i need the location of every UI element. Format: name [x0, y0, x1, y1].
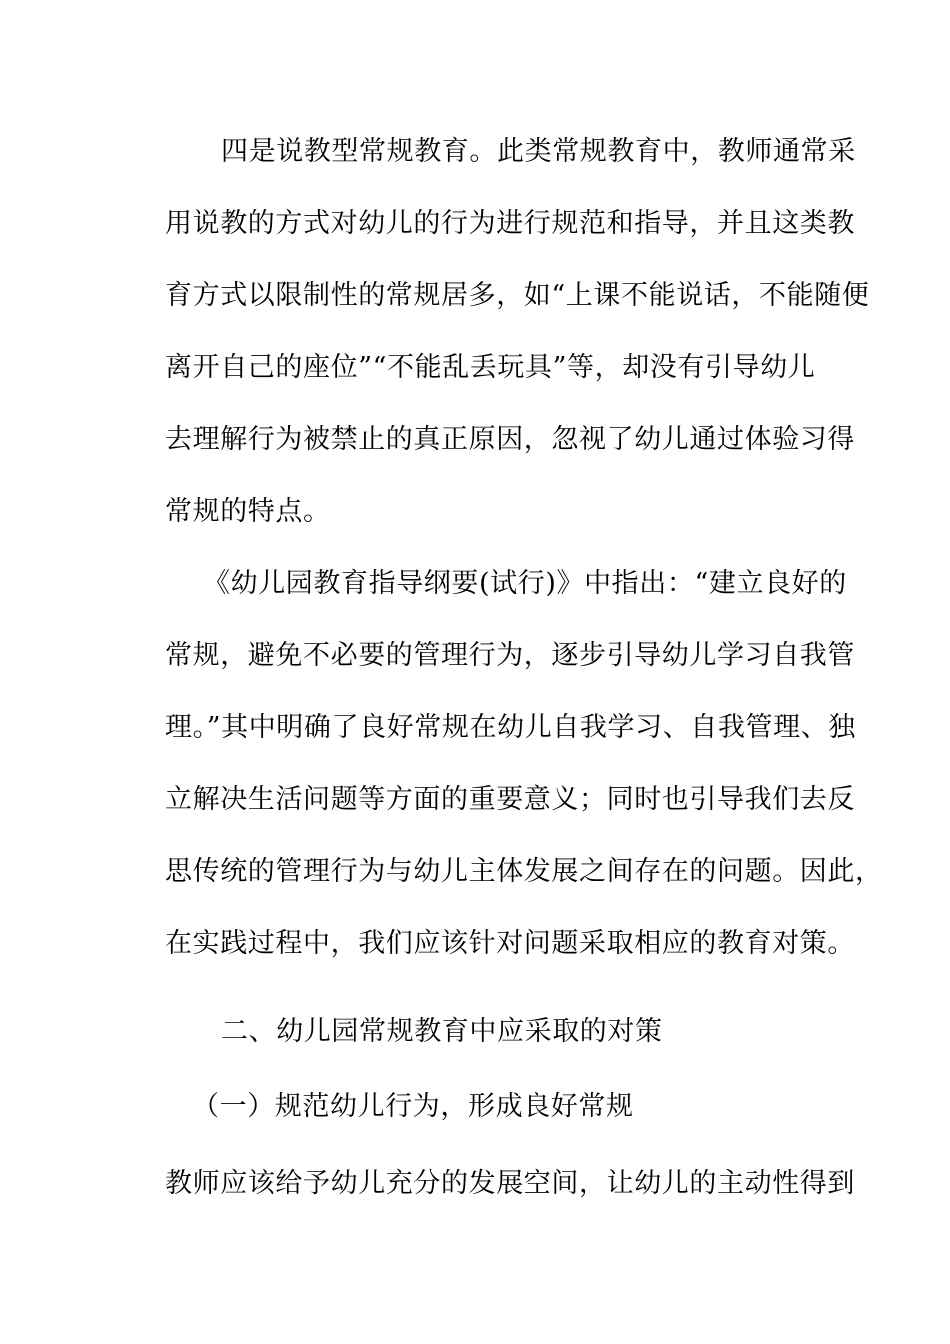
paragraph-line: 离开自己的座位”“不能乱丢玩具”等，却没有引导幼儿 [165, 352, 816, 383]
paragraph-line: 理。”其中明确了良好常规在幼儿自我学习、自我管理、独 [165, 712, 856, 743]
paragraph-line: 四是说教型常规教育。此类常规教育中，教师通常采 [221, 136, 856, 167]
paragraph-line: 教师应该给予幼儿充分的发展空间，让幼儿的主动性得到 [165, 1168, 855, 1199]
paragraph-line: 《幼儿园教育指导纲要(试行)》中指出：“建立良好的 [203, 568, 847, 599]
section-heading: 二、幼儿园常规教育中应采取的对策 [221, 1016, 663, 1047]
paragraph-line: 常规的特点。 [165, 496, 331, 527]
subsection-heading: （一）规范幼儿行为，形成良好常规 [192, 1091, 634, 1122]
paragraph-line: 用说教的方式对幼儿的行为进行规范和指导，并且这类教 [165, 208, 855, 239]
paragraph-line: 育方式以限制性的常规居多，如“上课不能说话，不能随便 [165, 280, 870, 311]
paragraph-line: 立解决生活问题等方面的重要意义；同时也引导我们去反 [165, 784, 855, 815]
paragraph-line: 常规，避免不必要的管理行为，逐步引导幼儿学习自我管 [165, 640, 855, 671]
paragraph-line: 思传统的管理行为与幼儿主体发展之间存在的问题。因此， [165, 856, 883, 887]
paragraph-line: 去理解行为被禁止的真正原因，忽视了幼儿通过体验习得 [165, 424, 855, 455]
paragraph-line: 在实践过程中，我们应该针对问题采取相应的教育对策。 [165, 928, 855, 959]
